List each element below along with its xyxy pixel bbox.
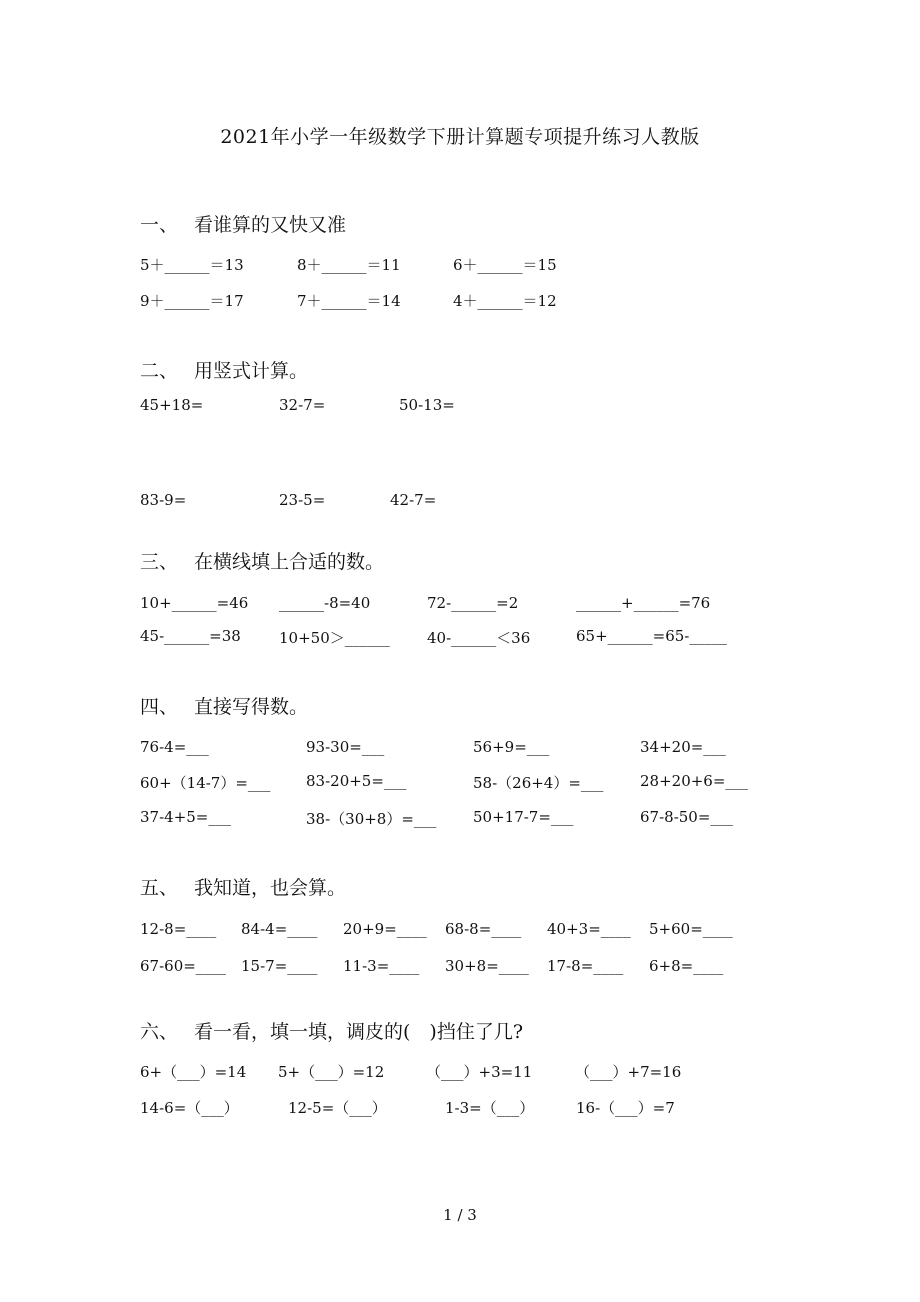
problem: 67-60=____ bbox=[140, 957, 226, 975]
problem: 7＋______＝14 bbox=[297, 292, 401, 310]
problem: 5+（___）=12 bbox=[278, 1063, 385, 1081]
section-5-row-2 bbox=[0, 957, 920, 981]
problem: ______-8=40 bbox=[279, 594, 371, 612]
problem: 60+（14-7）=___ bbox=[140, 774, 271, 792]
section-6-row-1 bbox=[0, 1061, 920, 1085]
section-1-row-2 bbox=[0, 290, 920, 314]
problem: 40+3=____ bbox=[547, 920, 631, 938]
problem: 58-（26+4）=___ bbox=[473, 774, 604, 792]
section-title: 直接写得数。 bbox=[194, 696, 309, 718]
document-title: 2021年小学一年级数学下册计算题专项提升练习人教版 bbox=[220, 126, 700, 148]
section-4-row-1 bbox=[0, 738, 920, 762]
section-title: 在横线填上合适的数。 bbox=[194, 551, 385, 573]
problem: 9＋______＝17 bbox=[140, 292, 244, 310]
problem: 50-13= bbox=[399, 396, 455, 414]
problem: 6+8=____ bbox=[649, 957, 724, 975]
problem: 16-（___）=7 bbox=[576, 1099, 675, 1117]
section-title: 看一看，填一填，调皮的( )挡住了几? bbox=[194, 1021, 524, 1043]
problem: 34+20=___ bbox=[640, 738, 726, 756]
problem: （___）+7=16 bbox=[575, 1063, 682, 1081]
section-3-heading bbox=[140, 547, 384, 574]
problem: 83-20+5=___ bbox=[306, 772, 407, 790]
section-title: 看谁算的又快又准 bbox=[194, 214, 347, 236]
problem: 42-7= bbox=[390, 491, 437, 509]
problem: 23-5= bbox=[279, 491, 326, 509]
section-number: 一、 bbox=[140, 214, 179, 236]
problem: 10+50＞______ bbox=[279, 629, 390, 647]
problem: 10+______=46 bbox=[140, 594, 249, 612]
problem: 45-______=38 bbox=[140, 627, 241, 645]
problem: 17-8=____ bbox=[547, 957, 624, 975]
problem: 5＋______＝13 bbox=[140, 256, 244, 274]
section-2-row-1 bbox=[0, 396, 920, 420]
section-5-heading bbox=[140, 873, 346, 900]
problem: 14-6=（___） bbox=[140, 1099, 239, 1117]
problem: 6+（___）=14 bbox=[140, 1063, 247, 1081]
problem: 30+8=____ bbox=[445, 957, 529, 975]
problem: （___）+3=11 bbox=[426, 1063, 533, 1081]
problem: 93-30=___ bbox=[306, 738, 385, 756]
section-number: 四、 bbox=[140, 696, 179, 718]
section-4-row-3 bbox=[0, 808, 920, 832]
problem: 20+9=____ bbox=[343, 920, 427, 938]
problem: 37-4+5=___ bbox=[140, 808, 231, 826]
problem: 28+20+6=___ bbox=[640, 772, 748, 790]
section-4-row-2 bbox=[0, 772, 920, 796]
problem: 1-3=（___） bbox=[445, 1099, 535, 1117]
section-number: 二、 bbox=[140, 360, 179, 382]
problem: 32-7= bbox=[279, 396, 326, 414]
section-title: 用竖式计算。 bbox=[194, 360, 309, 382]
problem: 38-（30+8）=___ bbox=[306, 810, 437, 828]
problem: 4＋______＝12 bbox=[453, 292, 557, 310]
section-5-row-1 bbox=[0, 920, 920, 944]
problem: 67-8-50=___ bbox=[640, 808, 733, 826]
section-3-row-1 bbox=[0, 594, 920, 618]
section-2-row-2 bbox=[0, 491, 920, 515]
problem: ______+______=76 bbox=[576, 594, 711, 612]
page-indicator: 1 / 3 bbox=[443, 1206, 477, 1224]
problem: 84-4=____ bbox=[241, 920, 318, 938]
section-1-heading bbox=[140, 210, 346, 237]
problem: 5+60=____ bbox=[649, 920, 733, 938]
problem: 12-5=（___） bbox=[288, 1099, 387, 1117]
problem: 15-7=____ bbox=[241, 957, 318, 975]
problem: 72-______=2 bbox=[427, 594, 519, 612]
problem: 76-4=___ bbox=[140, 738, 209, 756]
section-4-heading bbox=[140, 692, 308, 719]
section-title: 我知道，也会算。 bbox=[194, 877, 347, 899]
problem: 50+17-7=___ bbox=[473, 808, 574, 826]
section-3-row-2 bbox=[0, 627, 920, 651]
problem: 56+9=___ bbox=[473, 738, 550, 756]
problem: 83-9= bbox=[140, 491, 187, 509]
problem: 68-8=____ bbox=[445, 920, 522, 938]
problem: 6＋______＝15 bbox=[453, 256, 557, 274]
problem: 12-8=____ bbox=[140, 920, 217, 938]
section-number: 六、 bbox=[140, 1021, 179, 1043]
problem: 8＋______＝11 bbox=[297, 256, 401, 274]
section-number: 五、 bbox=[140, 877, 179, 899]
section-6-heading bbox=[140, 1017, 523, 1044]
problem: 65+______=65-_____ bbox=[576, 627, 727, 645]
section-1-row-1 bbox=[0, 254, 920, 278]
section-6-row-2 bbox=[0, 1097, 920, 1121]
problem: 40-______＜36 bbox=[427, 629, 531, 647]
problem: 11-3=____ bbox=[343, 957, 420, 975]
section-2-heading bbox=[140, 356, 308, 383]
problem: 45+18= bbox=[140, 396, 204, 414]
section-number: 三、 bbox=[140, 551, 179, 573]
